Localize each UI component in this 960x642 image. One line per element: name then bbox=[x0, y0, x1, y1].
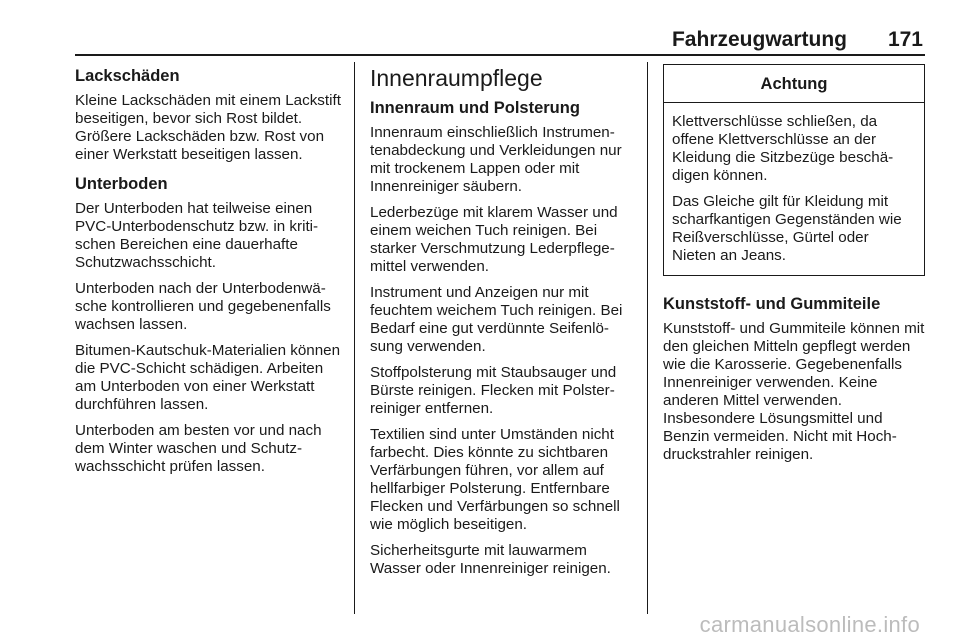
heading-innenraum-polsterung: Innenraum und Polsterung bbox=[370, 99, 580, 117]
paragraph: Textilien sind unter Umständen nicht farbecht. Dies könnte zu sichtbaren Verfärbungen führen, vor allem auf hellfarbiger Polsterung. Entfernbare Flecken und Verfärbungen so schnell wie möglich beseitigen. bbox=[370, 426, 620, 533]
paragraph: Innenraum einschließlich Instrumentenabdeckung und Verkleidungen nur mit trockenem Lappen oder mit Innenreiniger säubern. bbox=[370, 124, 622, 195]
warning-paragraph: Das Gleiche gilt für Kleidung mit scharfkantigen Gegenständen wie Reißverschlüsse, Gürtel oder Nieten an Jeans. bbox=[672, 193, 902, 264]
warning-body bbox=[664, 103, 924, 275]
paragraph: Kunststoff- und Gummiteile können mit den gleichen Mitteln gepflegt werden wie die Karosserie. Gegebenenfalls Innenreiniger verwenden. Keine anderen Mittel verwenden. Insbesondere Lösungsmittel und Benzin vermeiden. Nicht mit Hochdruckstrahler reinigen. bbox=[663, 320, 925, 463]
paragraph: Stoffpolsterung mit Staubsauger und Bürste reinigen. Flecken mit Polsterreiniger entfernen. bbox=[370, 364, 617, 417]
paragraph: Bitumen-Kautschuk-Materialien können die PVC-Schicht schädigen. Arbeiten am Unterboden von einer Werkstatt durchführen lassen. bbox=[75, 342, 341, 413]
heading-innenraumpflege: Innenraumpflege bbox=[370, 65, 543, 91]
column-left bbox=[75, 64, 343, 484]
column-divider bbox=[647, 62, 648, 614]
paragraph: Der Unterboden hat teilweise einen PVC-Unterbodenschutz bzw. in kritischen Bereichen eine dauerhafte Schutzwachsschicht. bbox=[75, 200, 319, 271]
paragraph: Lederbezüge mit klarem Wasser und einem weichen Tuch reinigen. Bei starker Verschmutzung Lederpflegemittel verwenden. bbox=[370, 204, 618, 275]
heading-kunststoff-gummiteile: Kunststoff- und Gummiteile bbox=[663, 295, 881, 313]
page-header bbox=[75, 26, 925, 56]
section-title: Fahrzeugwartung bbox=[671, 28, 847, 51]
warning-heading: Achtung bbox=[664, 65, 924, 103]
page-number: 171 bbox=[887, 28, 923, 51]
paragraph: Kleine Lackschäden mit einem Lackstift beseitigen, bevor sich Rost bildet. Größere Lackschäden bzw. Rost von einer Werkstatt beseitigen lassen. bbox=[75, 92, 341, 163]
column-middle bbox=[370, 64, 636, 586]
heading-unterboden: Unterboden bbox=[75, 175, 168, 193]
heading-lackschaeden: Lackschäden bbox=[75, 67, 180, 85]
watermark-text: carmanualsonline.info bbox=[699, 612, 920, 637]
paragraph: Sicherheitsgurte mit lauwarmem Wasser oder Innenreiniger reinigen. bbox=[370, 542, 611, 577]
paragraph: Unterboden nach der Unterbodenwäsche kontrollieren und gegebenenfalls wachsen lassen. bbox=[75, 280, 331, 333]
column-divider bbox=[354, 62, 355, 614]
paragraph: Unterboden am besten vor und nach dem Winter waschen und Schutzwachsschicht prüfen lassen. bbox=[75, 422, 322, 475]
column-right bbox=[663, 64, 925, 472]
warning-paragraph: Klettverschlüsse schließen, da offene Klettverschlüsse an der Kleidung die Sitzbezüge beschädigen können. bbox=[672, 113, 894, 184]
paragraph: Instrument und Anzeigen nur mit feuchtem weichem Tuch reinigen. Bei Bedarf eine gut verdünnte Seifenlösung verwenden. bbox=[370, 284, 623, 355]
warning-box bbox=[663, 64, 925, 276]
